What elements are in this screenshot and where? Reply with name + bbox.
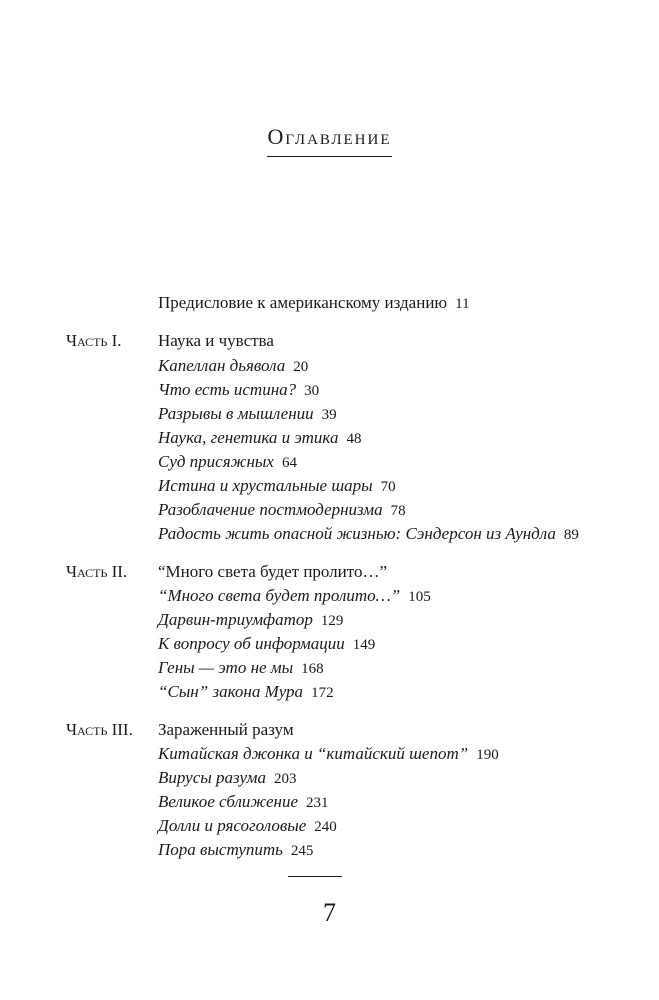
toc-title: Оглавление xyxy=(267,124,391,157)
chapter-title: Гены — это не мы xyxy=(158,658,294,677)
chapter-title: “Много света будет пролито…” xyxy=(158,586,401,605)
chapter-entry xyxy=(158,816,337,837)
chapter-title: Долли и рясоголовые xyxy=(158,816,307,835)
chapter-entry xyxy=(158,404,337,425)
chapter-page: 203 xyxy=(274,771,297,787)
chapter-title: Разрывы в мышлении xyxy=(158,404,314,423)
chapter-entry xyxy=(158,476,396,497)
chapter-entry xyxy=(158,586,431,607)
chapter-title: Радость жить опасной жизнью: Сэндерсон из Аундла xyxy=(158,524,556,543)
chapter-title: Суд присяжных xyxy=(158,452,274,471)
chapter-page: 39 xyxy=(321,407,337,423)
chapter-entry xyxy=(158,792,329,813)
chapter-page: 30 xyxy=(304,383,320,399)
part-1-title: Наука и чувства xyxy=(158,331,274,350)
chapter-page: 172 xyxy=(311,685,334,701)
part-2-label: Часть II. xyxy=(66,562,128,581)
chapter-page: 78 xyxy=(390,503,406,519)
part-1-label: Часть I. xyxy=(66,331,122,350)
chapter-title: Что есть истина? xyxy=(158,380,297,399)
chapter-entry xyxy=(158,744,499,765)
chapter-page: 149 xyxy=(352,637,376,653)
chapter-entry xyxy=(158,610,343,631)
chapter-page: 190 xyxy=(476,747,499,763)
chapter-page: 48 xyxy=(346,431,362,447)
toc-title-wrap xyxy=(0,124,659,157)
part-3-title: Зараженный разум xyxy=(158,720,294,739)
chapter-title: Пора выступить xyxy=(158,840,283,859)
chapter-entry xyxy=(158,768,297,789)
chapter-entry xyxy=(158,380,319,401)
chapter-page: 70 xyxy=(380,479,396,495)
preface-text: Предисловие к американскому изданию xyxy=(158,293,448,312)
part-3-label: Часть III. xyxy=(66,720,133,739)
chapter-entry xyxy=(158,524,579,545)
chapter-title: К вопросу об информации xyxy=(158,634,345,653)
chapter-page: 168 xyxy=(301,661,324,677)
chapter-entry xyxy=(158,840,313,861)
chapter-entry xyxy=(158,452,297,473)
part-2-title: “Много света будет пролито…” xyxy=(158,562,388,581)
chapter-page: 20 xyxy=(293,359,309,375)
chapter-title: Китайская джонка и “китайский шепот” xyxy=(158,744,469,763)
chapter-title: Капеллан дьявола xyxy=(158,356,286,375)
chapter-entry xyxy=(158,658,324,679)
preface-entry xyxy=(158,293,470,314)
chapter-page: 245 xyxy=(290,843,314,859)
chapter-title: “Сын” закона Мура xyxy=(158,682,304,701)
chapter-entry xyxy=(158,634,375,655)
chapter-page: 240 xyxy=(314,819,337,835)
chapter-title: Вирусы разума xyxy=(158,768,267,787)
chapter-title: Разоблачение постмодернизма xyxy=(158,500,383,519)
preface-page: 11 xyxy=(455,296,470,312)
chapter-entry xyxy=(158,356,308,377)
chapter-title: Великое сближение xyxy=(158,792,298,811)
chapter-entry xyxy=(158,682,334,703)
chapter-page: 231 xyxy=(306,795,329,811)
chapter-title: Дарвин-триумфатор xyxy=(158,610,313,629)
chapter-page: 89 xyxy=(563,527,579,543)
chapter-page: 64 xyxy=(281,455,297,471)
chapter-entry xyxy=(158,428,361,449)
chapter-entry xyxy=(158,500,406,521)
chapter-page: 105 xyxy=(408,589,431,605)
chapter-page: 129 xyxy=(320,613,344,629)
footer-divider xyxy=(288,876,342,877)
chapter-title: Истина и хрустальные шары xyxy=(158,476,373,495)
chapter-title: Наука, генетика и этика xyxy=(158,428,339,447)
page-number: 7 xyxy=(323,898,336,927)
